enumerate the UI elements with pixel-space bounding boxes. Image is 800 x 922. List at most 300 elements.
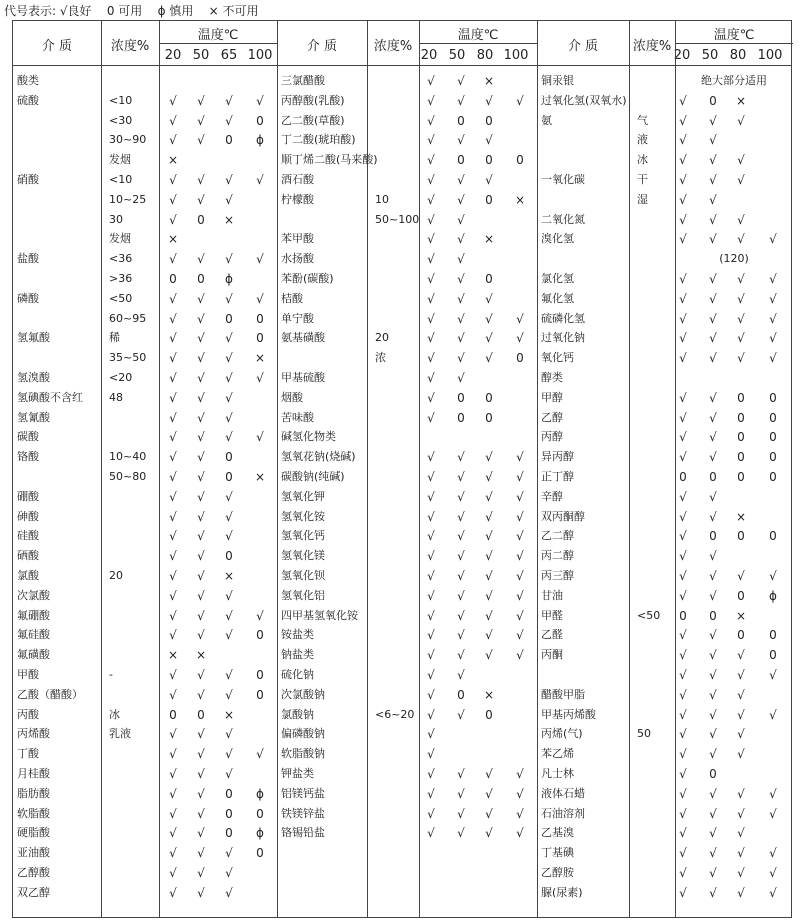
- rating-symbol: ×: [223, 212, 235, 227]
- rating-symbol: √: [769, 866, 777, 880]
- concentration-value: 20: [375, 331, 389, 345]
- rating-symbol: 0: [679, 608, 687, 623]
- rating-symbol: 0: [709, 529, 717, 544]
- medium-name: 氧化钙: [541, 351, 574, 365]
- rating-symbol: √: [457, 331, 465, 346]
- rating-symbol: √: [427, 173, 435, 187]
- medium-name: 醇类: [541, 371, 563, 384]
- medium-name: 磷酸: [17, 291, 39, 305]
- rating-symbol: 0: [709, 93, 717, 108]
- rating-symbol: √: [197, 668, 205, 682]
- rating-symbol: √: [709, 866, 717, 880]
- rating-symbol: √: [485, 291, 493, 306]
- rating-symbol: √: [256, 252, 264, 267]
- rating-symbol: ϕ: [256, 826, 264, 841]
- rating-symbol: √: [737, 232, 745, 247]
- rating-symbol: 0: [737, 450, 745, 465]
- rating-symbol: √: [679, 588, 687, 603]
- medium-name: 丙二醇: [541, 549, 574, 563]
- header-medium: 介 质: [567, 39, 599, 54]
- rating-symbol: 0: [225, 806, 233, 821]
- rating-symbol: √: [485, 351, 493, 366]
- rating-symbol: √: [457, 192, 465, 207]
- header-temp: 50: [192, 48, 210, 63]
- rating-symbol: √: [709, 727, 717, 742]
- rating-symbol: 0: [485, 390, 493, 405]
- concentration-value: 发烟: [109, 153, 131, 167]
- rating-symbol: √: [169, 826, 177, 841]
- rating-symbol: √: [485, 608, 493, 623]
- rating-symbol: √: [737, 648, 745, 663]
- rating-symbol: √: [197, 351, 205, 366]
- rating-symbol: √: [679, 866, 687, 880]
- medium-name: 亚油酸: [17, 846, 50, 860]
- rating-symbol: √: [709, 113, 717, 128]
- rating-symbol: √: [457, 826, 465, 841]
- rating-symbol: ϕ: [256, 133, 264, 148]
- rating-symbol: √: [427, 450, 435, 465]
- medium-name: 甘油: [541, 588, 563, 602]
- rating-symbol: √: [516, 786, 524, 801]
- rating-symbol: √: [225, 866, 233, 880]
- medium-name: 硒酸: [17, 549, 39, 563]
- rating-symbol: √: [169, 351, 177, 366]
- rating-symbol: √: [769, 786, 777, 801]
- rating-symbol: √: [225, 727, 233, 742]
- rating-symbol: √: [485, 133, 493, 148]
- rating-symbol: √: [225, 885, 233, 900]
- medium-name: 氟化氢: [541, 291, 574, 305]
- rating-symbol: √: [709, 846, 717, 861]
- medium-name: 三氯醋酸: [281, 74, 325, 87]
- rating-symbol: √: [256, 430, 264, 445]
- rating-symbol: √: [516, 450, 524, 465]
- rating-symbol: √: [516, 608, 524, 623]
- medium-name: 碳酸: [17, 430, 39, 444]
- rating-symbol: √: [427, 133, 435, 148]
- header-divider: [419, 43, 537, 44]
- rating-symbol: √: [709, 351, 717, 366]
- rating-symbol: √: [679, 291, 687, 306]
- rating-symbol: ×: [254, 351, 266, 366]
- concentration-value: 50: [637, 727, 651, 741]
- rating-symbol: √: [197, 549, 205, 564]
- rating-symbol: √: [169, 173, 177, 187]
- rating-symbol: √: [679, 192, 687, 207]
- medium-name: 乙二醇: [541, 529, 574, 543]
- rating-symbol: √: [427, 470, 435, 484]
- medium-name: 脂肪酸: [17, 786, 50, 800]
- rating-symbol: √: [169, 727, 177, 742]
- rating-symbol: √: [737, 885, 745, 900]
- rating-symbol: √: [516, 569, 524, 583]
- medium-name: 氟磺酸: [17, 648, 50, 662]
- rating-symbol: √: [427, 747, 435, 762]
- rating-symbol: √: [169, 93, 177, 108]
- concentration-value: 10~40: [109, 450, 147, 464]
- rating-symbol: √: [769, 331, 777, 346]
- rating-symbol: 0: [256, 846, 264, 861]
- rating-symbol: √: [169, 311, 177, 326]
- rating-symbol: √: [169, 608, 177, 623]
- concentration-value: 发烟: [109, 232, 131, 246]
- rating-symbol: √: [256, 371, 264, 385]
- rating-symbol: √: [225, 529, 233, 544]
- rating-symbol: √: [709, 549, 717, 564]
- rating-symbol: √: [679, 232, 687, 247]
- header-temperature: 温度℃: [713, 28, 755, 43]
- medium-name: 异丙醇: [541, 450, 574, 464]
- rating-symbol: √: [516, 489, 524, 504]
- medium-name: 丁酸: [17, 747, 39, 761]
- rating-symbol: √: [709, 331, 717, 346]
- medium-name: 苦味酸: [281, 410, 314, 424]
- rating-symbol: √: [679, 173, 687, 187]
- medium-name: 单宁酸: [281, 311, 314, 325]
- medium-name: 脲(尿素): [541, 885, 583, 899]
- medium-name: 软脂酸钠: [281, 747, 325, 761]
- compatibility-table: [12, 20, 792, 918]
- rating-symbol: √: [427, 628, 435, 643]
- header-temp: 20: [164, 48, 182, 63]
- rating-symbol: √: [769, 232, 777, 247]
- rating-symbol: 0: [737, 390, 745, 405]
- rating-symbol: √: [225, 390, 233, 405]
- concentration-value: 30~90: [109, 133, 147, 147]
- rating-symbol: √: [737, 291, 745, 306]
- rating-symbol: √: [679, 786, 687, 801]
- rating-symbol: √: [197, 569, 205, 583]
- header-temp: 50: [448, 48, 466, 63]
- concentration-value: 10: [375, 192, 389, 206]
- legend: [4, 2, 259, 19]
- rating-symbol: √: [197, 311, 205, 326]
- header-temp: 100: [503, 48, 529, 63]
- legend-good-label: 良好: [67, 4, 92, 18]
- rating-symbol: √: [427, 707, 435, 722]
- rating-symbol: 0: [679, 470, 687, 484]
- rating-symbol: √: [197, 806, 205, 821]
- rating-symbol: √: [197, 727, 205, 742]
- rating-symbol: √: [709, 668, 717, 682]
- rating-symbol: 0: [769, 390, 777, 405]
- rating-symbol: ϕ: [225, 272, 233, 286]
- rating-symbol: √: [169, 331, 177, 346]
- rating-symbol: 0: [169, 707, 177, 722]
- rating-symbol: √: [197, 390, 205, 405]
- rating-symbol: √: [197, 826, 205, 841]
- rating-symbol: √: [516, 470, 524, 484]
- rating-symbol: √: [169, 846, 177, 861]
- medium-name: 四甲基氢氧化铵: [281, 608, 358, 622]
- rating-symbol: ×: [735, 509, 747, 524]
- medium-name: 氨基磺酸: [281, 331, 325, 345]
- rating-symbol: √: [225, 351, 233, 366]
- header-temp: 65: [220, 48, 238, 63]
- rating-symbol: √: [516, 311, 524, 326]
- rating-symbol: √: [197, 509, 205, 524]
- rating-symbol: √: [457, 291, 465, 306]
- medium-name: 氢氧化钡: [281, 569, 325, 582]
- rating-symbol: ×: [735, 608, 747, 623]
- rating-symbol: √: [457, 569, 465, 583]
- rating-symbol: √: [225, 509, 233, 524]
- medium-name: 甲基硫酸: [281, 371, 325, 384]
- rating-symbol: √: [197, 885, 205, 900]
- rating-symbol: √: [225, 430, 233, 445]
- rating-symbol: √: [709, 806, 717, 821]
- concentration-value: 20: [109, 569, 123, 582]
- header-temp: 20: [673, 48, 691, 63]
- rating-symbol: 0: [737, 410, 745, 425]
- rating-symbol: √: [197, 470, 205, 484]
- rating-symbol: √: [709, 311, 717, 326]
- header-divider: [675, 43, 793, 44]
- rating-symbol: √: [457, 668, 465, 682]
- legend-good-symbol: √: [59, 4, 68, 18]
- rating-symbol: √: [516, 648, 524, 663]
- rating-symbol: √: [679, 489, 687, 504]
- medium-name: 碳酸钠(纯碱): [281, 470, 345, 483]
- medium-name: 硫酸: [17, 93, 39, 107]
- rating-symbol: √: [457, 628, 465, 643]
- rating-symbol: √: [225, 588, 233, 603]
- rating-symbol: 0: [516, 153, 524, 168]
- medium-name: 过氧化钠: [541, 331, 585, 345]
- rating-symbol: √: [169, 291, 177, 306]
- rating-symbol: √: [169, 806, 177, 821]
- rating-symbol: √: [427, 153, 435, 168]
- rating-symbol: √: [709, 687, 717, 702]
- rating-symbol: 0: [256, 668, 264, 682]
- rating-symbol: √: [197, 608, 205, 623]
- rating-symbol: 0: [737, 470, 745, 484]
- medium-name: 硫化钠: [281, 668, 314, 681]
- header-temp: 100: [757, 48, 783, 63]
- rating-symbol: √: [169, 569, 177, 583]
- rating-symbol: 0: [225, 786, 233, 801]
- rating-symbol: √: [457, 133, 465, 148]
- rating-symbol: √: [427, 252, 435, 267]
- rating-symbol: √: [679, 806, 687, 821]
- rating-symbol: √: [679, 272, 687, 286]
- rating-symbol: √: [457, 767, 465, 781]
- rating-symbol: √: [485, 767, 493, 781]
- medium-name: 丙三醇: [541, 569, 574, 582]
- header-medium: 介 质: [306, 39, 338, 54]
- rating-symbol: √: [457, 489, 465, 504]
- medium-name: 乙醇酸: [17, 866, 50, 879]
- concentration-value: <10: [109, 173, 133, 186]
- medium-name: 硫磷化氢: [541, 311, 585, 325]
- rating-symbol: √: [679, 529, 687, 544]
- medium-name: 过氧化氢(双氧水): [541, 93, 627, 107]
- medium-name: 次氯酸: [17, 588, 50, 602]
- rating-symbol: √: [709, 786, 717, 801]
- rating-symbol: 0: [769, 529, 777, 544]
- concentration-value: <6~20: [375, 707, 415, 721]
- medium-name: 月桂酸: [17, 767, 50, 780]
- rating-symbol: √: [169, 252, 177, 267]
- header-temp: 80: [476, 48, 494, 63]
- medium-name: 氟硅酸: [17, 628, 50, 642]
- rating-symbol: 0: [256, 687, 264, 702]
- rating-symbol: 0: [457, 153, 465, 168]
- rating-symbol: √: [225, 410, 233, 425]
- concentration-value: -: [109, 668, 113, 681]
- column-divider: [159, 21, 160, 917]
- rating-symbol: 0: [737, 529, 745, 544]
- concentration-value: 冰: [109, 707, 120, 721]
- medium-name: 醋酸甲脂: [541, 687, 585, 701]
- medium-name: 氢氧化镁: [281, 549, 325, 563]
- rating-symbol: √: [256, 747, 264, 762]
- header-temp: 80: [729, 48, 747, 63]
- rating-symbol: √: [737, 212, 745, 227]
- medium-name: 丙醇酸(乳酸): [281, 93, 345, 107]
- rating-symbol: √: [225, 113, 233, 128]
- rating-symbol: √: [427, 588, 435, 603]
- rating-symbol: 0: [225, 549, 233, 564]
- medium-name: 偏磷酸钠: [281, 727, 325, 741]
- legend-caution-label: 慎用: [169, 4, 194, 18]
- rating-symbol: √: [225, 173, 233, 187]
- rating-symbol: √: [169, 687, 177, 702]
- rating-symbol: √: [197, 93, 205, 108]
- rating-symbol: √: [169, 212, 177, 227]
- rating-symbol: √: [709, 826, 717, 841]
- medium-name: 柠檬酸: [281, 192, 314, 206]
- medium-name: 凡士林: [541, 767, 574, 780]
- header-temperature: 温度℃: [457, 28, 499, 43]
- rating-symbol: √: [225, 331, 233, 346]
- medium-name: 氢氟酸: [17, 331, 50, 345]
- concentration-value: 60~95: [109, 311, 147, 325]
- column-divider: [629, 21, 630, 917]
- rating-symbol: √: [457, 371, 465, 385]
- medium-name: 铁镁锌盐: [281, 806, 325, 820]
- rating-symbol: √: [427, 489, 435, 504]
- legend-ok-label: 可用: [118, 4, 143, 18]
- medium-name: 乙醛: [541, 628, 563, 642]
- rating-symbol: √: [709, 272, 717, 286]
- rating-symbol: √: [427, 687, 435, 702]
- rating-symbol: √: [709, 192, 717, 207]
- rating-symbol: √: [737, 727, 745, 742]
- medium-name: 氢氧化铝: [281, 588, 325, 602]
- header-divider: [159, 43, 277, 44]
- rating-symbol: √: [457, 529, 465, 544]
- medium-name: 桔酸: [281, 291, 303, 305]
- rating-symbol: √: [169, 113, 177, 128]
- rating-symbol: √: [679, 311, 687, 326]
- rating-symbol: √: [169, 390, 177, 405]
- rating-symbol: √: [457, 549, 465, 564]
- medium-name: 氢氧化铵: [281, 509, 325, 523]
- rating-symbol: √: [737, 331, 745, 346]
- rating-symbol: √: [197, 767, 205, 781]
- rating-symbol: √: [427, 648, 435, 663]
- rating-symbol: 0: [737, 430, 745, 445]
- rating-symbol: √: [485, 588, 493, 603]
- concentration-value: 浓: [375, 351, 386, 365]
- rating-symbol: √: [225, 252, 233, 267]
- rating-symbol: √: [225, 747, 233, 762]
- rating-symbol: √: [457, 786, 465, 801]
- rating-symbol: √: [427, 212, 435, 227]
- rating-symbol: √: [516, 826, 524, 841]
- rating-symbol: √: [737, 173, 745, 187]
- rating-symbol: √: [197, 489, 205, 504]
- rating-symbol: √: [457, 450, 465, 465]
- rating-symbol: √: [169, 529, 177, 544]
- medium-name: 酸类: [17, 74, 39, 87]
- medium-name: 碱氢化物类: [281, 430, 336, 444]
- rating-symbol: √: [485, 173, 493, 187]
- rating-symbol: √: [427, 232, 435, 247]
- rating-symbol: √: [225, 628, 233, 643]
- rating-symbol: 0: [485, 192, 493, 207]
- rating-symbol: √: [709, 212, 717, 227]
- rating-symbol: 0: [256, 806, 264, 821]
- rating-symbol: √: [679, 569, 687, 583]
- rating-symbol: √: [737, 351, 745, 366]
- rating-symbol: √: [679, 509, 687, 524]
- rating-symbol: 0: [485, 153, 493, 168]
- concentration-value: >36: [109, 272, 133, 285]
- rating-symbol: √: [225, 192, 233, 207]
- rating-symbol: √: [427, 767, 435, 781]
- rating-symbol: √: [679, 648, 687, 663]
- rating-symbol: √: [679, 885, 687, 900]
- rating-symbol: √: [427, 74, 435, 88]
- rating-symbol: √: [769, 806, 777, 821]
- rating-symbol: 0: [457, 687, 465, 702]
- rating-symbol: √: [485, 529, 493, 544]
- medium-name: 乙酸（醋酸）: [17, 687, 83, 701]
- rating-symbol: √: [737, 668, 745, 682]
- rating-symbol: √: [709, 291, 717, 306]
- rating-symbol: √: [427, 331, 435, 346]
- rating-symbol: 0: [197, 212, 205, 227]
- rating-symbol: √: [485, 648, 493, 663]
- rating-symbol: √: [485, 311, 493, 326]
- rating-symbol: √: [709, 707, 717, 722]
- rating-symbol: √: [427, 806, 435, 821]
- rating-symbol: √: [679, 351, 687, 366]
- rating-symbol: √: [679, 93, 687, 108]
- rating-symbol: √: [427, 390, 435, 405]
- rating-symbol: √: [169, 885, 177, 900]
- legend-prefix: 代号表示:: [4, 4, 57, 18]
- medium-name: 苯乙烯: [541, 747, 574, 761]
- medium-name: 铵盐类: [281, 628, 314, 642]
- medium-name: 软脂酸: [17, 806, 50, 820]
- medium-name: 盐酸: [17, 252, 39, 266]
- concentration-value: <20: [109, 371, 133, 384]
- rating-symbol: √: [427, 727, 435, 742]
- rating-symbol: √: [427, 509, 435, 524]
- medium-name: 丙烯酸: [17, 727, 50, 741]
- medium-name: 丁二酸(琥珀酸): [281, 133, 356, 147]
- rating-symbol: √: [457, 212, 465, 227]
- rating-symbol: √: [709, 173, 717, 187]
- rating-symbol: √: [679, 331, 687, 346]
- medium-name: 乙二酸(草酸): [281, 113, 345, 127]
- medium-name: 氢氧花钠(烧碱): [281, 450, 356, 464]
- rating-symbol: √: [457, 608, 465, 623]
- rating-symbol: √: [457, 232, 465, 247]
